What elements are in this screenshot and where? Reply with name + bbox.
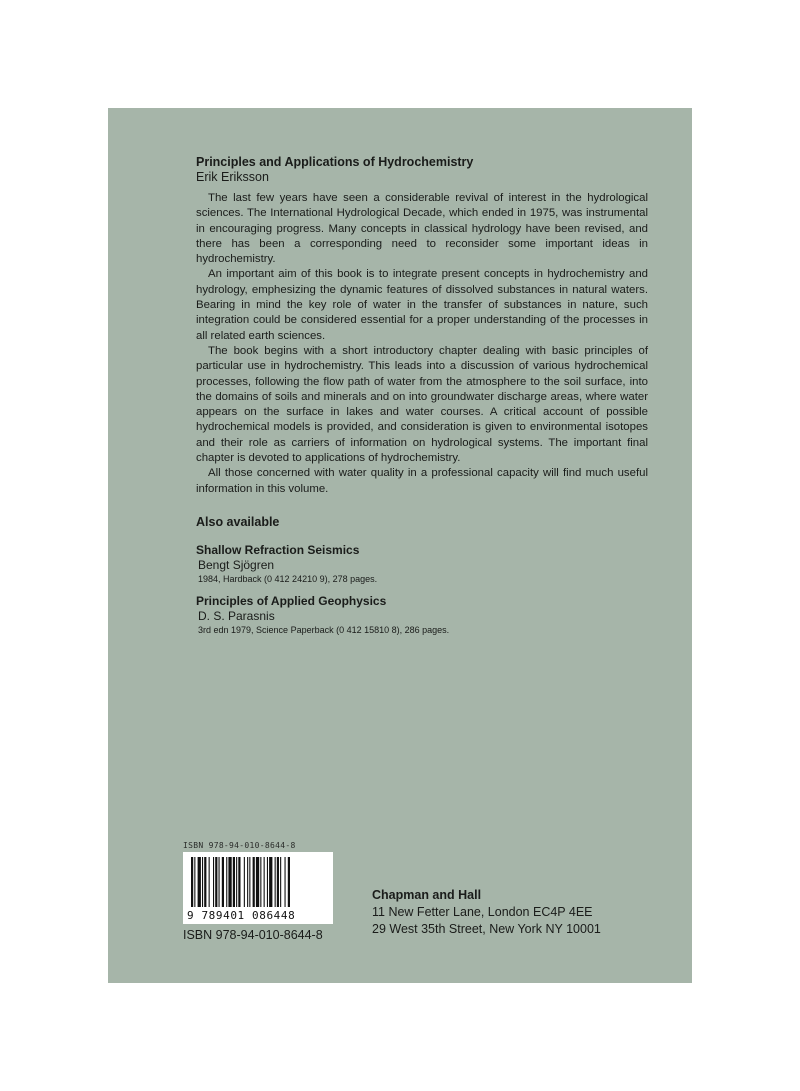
also-available-author: Bengt Sjögren	[198, 557, 275, 572]
also-available-title: Shallow Refraction Seismics	[196, 542, 360, 557]
also-available-heading: Also available	[196, 514, 280, 529]
blurb-paragraph: The book begins with a short introductory chapter dealing with basic principles of particular use in hydrochemistry. This leads into a discussion of various hydrochemical processes, following the flow path of water from the atmosphere to the soil surface, into the domains of soils and minerals and on into groundwater discharge areas, where water appears on the surface in lakes and water courses. A critical account of possible hydrochemical models is provided, and consideration is given to environmental isotopes and their role as carriers of information on hydrological systems. The important final chapter is devoted to applications of hydrochemistry.	[196, 344, 648, 465]
also-available-item	[196, 543, 648, 586]
blurb-paragraph: All those concerned with water quality in a professional capacity will find much useful information in this volume.	[196, 467, 648, 495]
publisher-block	[372, 887, 601, 938]
cover-content	[196, 155, 648, 645]
book-title: Principles and Applications of Hydrochemistry	[196, 155, 474, 169]
barcode-panel	[183, 852, 333, 924]
also-available-detail: 1984, Hardback (0 412 24210 9), 278 pages.	[198, 573, 378, 584]
also-available-detail: 3rd edn 1979, Science Paperback (0 412 15810 8), 286 pages.	[198, 624, 450, 635]
blurb	[196, 191, 648, 497]
book-author: Erik Eriksson	[196, 170, 269, 184]
blurb-paragraph: The last few years have seen a considerable revival of interest in the hydrological sciences. The International Hydrological Decade, which ended in 1975, was instrumental in encouraging progress. Many concepts in classical hydrology have been revised, and there has been a corresponding need to reconsider some important ideas in hydrochemistry.	[196, 192, 648, 266]
also-available-author: D. S. Parasnis	[198, 608, 275, 623]
back-cover	[108, 108, 692, 983]
barcode-icon	[191, 857, 325, 907]
blurb-paragraph: An important aim of this book is to integrate present concepts in hydrochemistry and hydrology, emphesizing the dynamic features of dissolved substances in natural waters. Bearing in mind the key role of water in the transfer of substances in nature, such integration could be considered essential for a proper understanding of the processes in all related earth sciences.	[196, 268, 648, 342]
publisher-name: Chapman and Hall	[372, 888, 482, 902]
also-available-item	[196, 594, 648, 637]
isbn-label: ISBN 978-94-010-8644-8	[183, 928, 323, 942]
also-available-title: Principles of Applied Geophysics	[196, 593, 387, 608]
barcode-digits: 9 789401 086448	[187, 909, 296, 922]
barcode-block	[183, 841, 333, 942]
barcode-top-text: ISBN 978-94-010-8644-8	[183, 841, 296, 850]
publisher-address-newyork: 29 West 35th Street, New York NY 10001	[372, 922, 601, 936]
publisher-address-london: 11 New Fetter Lane, London EC4P 4EE	[372, 905, 593, 919]
